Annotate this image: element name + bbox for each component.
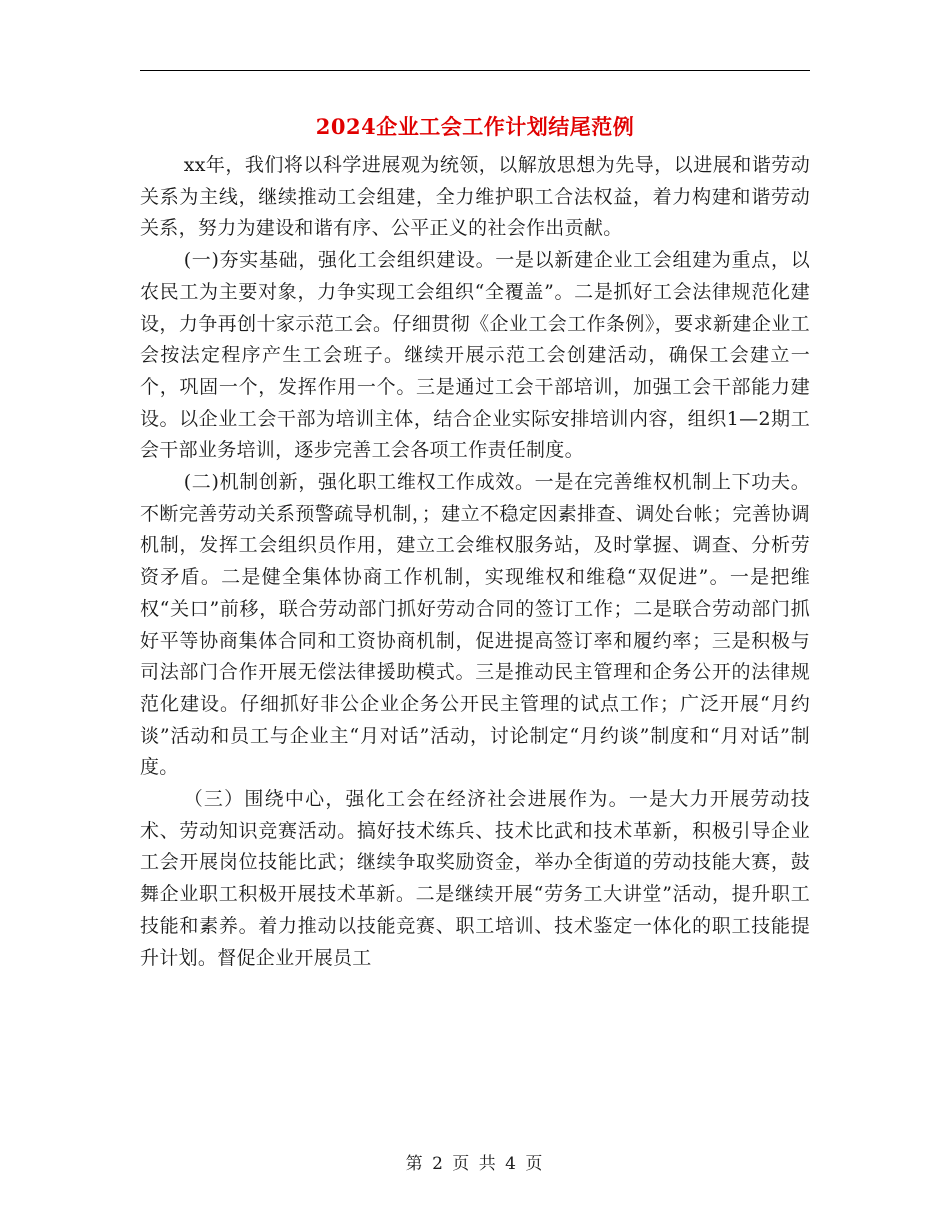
section-2-paragraph: (二)机制创新，强化职工维权工作成效。一是在完善维权机制上下功夫。不断完善劳动关系预警疏导机制，；建立不稳定因素排查、调处台帐；完善协调机制，发挥工会组织员作用，建立工会维权服务站，及时掌握、调查、分析劳资矛盾。二是健全集体协商工作机制，实现维权和维稳“双促进”。一是把维权“关口”前移，联合劳动部门抓好劳动合同的签订工作；二是联合劳动部门抓好平等协商集体合同和工资协商机制，促进提高签订率和履约率；三是积极与司法部门合作开展无偿法律援助模式。三是推动民主管理和企务公开的法律规范化建设。仔细抓好非公企业企务公开民主管理的试点工作；广泛开展“月约谈”活动和员工与企业主“月对话”活动，讨论制定“月约谈”制度和“月对话”制度。 bbox=[140, 471, 810, 779]
document-body bbox=[140, 150, 810, 974]
intro-paragraph: xx年，我们将以科学进展观为统领，以解放思想为先导，以进展和谐劳动关系为主线，继续推动工会组建，全力维护职工合法权益，着力构建和谐劳动关系，努力为建设和谐有序、公平正义的社会作出贡献。 bbox=[140, 154, 810, 240]
header-rule bbox=[140, 70, 810, 71]
page-number: 第 2 页 共 4 页 bbox=[405, 1154, 545, 1174]
section-3-paragraph: （三）围绕中心，强化工会在经济社会进展作为。一是大力开展劳动技术、劳动知识竞赛活动。搞好技术练兵、技术比武和技术革新，积极引导企业工会开展岗位技能比武；继续争取奖励资金，举办全街道的劳动技能大赛，鼓舞企业职工积极开展技术革新。二是继续开展“劳务工大讲堂”活动，提升职工技能和素养。着力推动以技能竞赛、职工培训、技术鉴定一体化的职工技能提升计划。督促企业开展员工 bbox=[140, 788, 810, 969]
section-1-paragraph: (一)夯实基础，强化工会组织建设。一是以新建企业工会组建为重点，以农民工为主要对象，力争实现工会组织“全覆盖”。二是抓好工会法律规范化建设，力争再创十家示范工会。仔细贯彻《企业工会工作条例》，要求新建企业工会按法定程序产生工会班子。继续开展示范工会创建活动，确保工会建立一个，巩固一个，发挥作用一个。三是通过工会干部培训，加强工会干部能力建设。以企业工会干部为培训主体，结合企业实际安排培训内容，组织1—2期工会干部业务培训，逐步完善工会各项工作责任制度。 bbox=[140, 249, 810, 462]
document-title: 2024企业工会工作计划结尾范例 bbox=[315, 114, 635, 139]
